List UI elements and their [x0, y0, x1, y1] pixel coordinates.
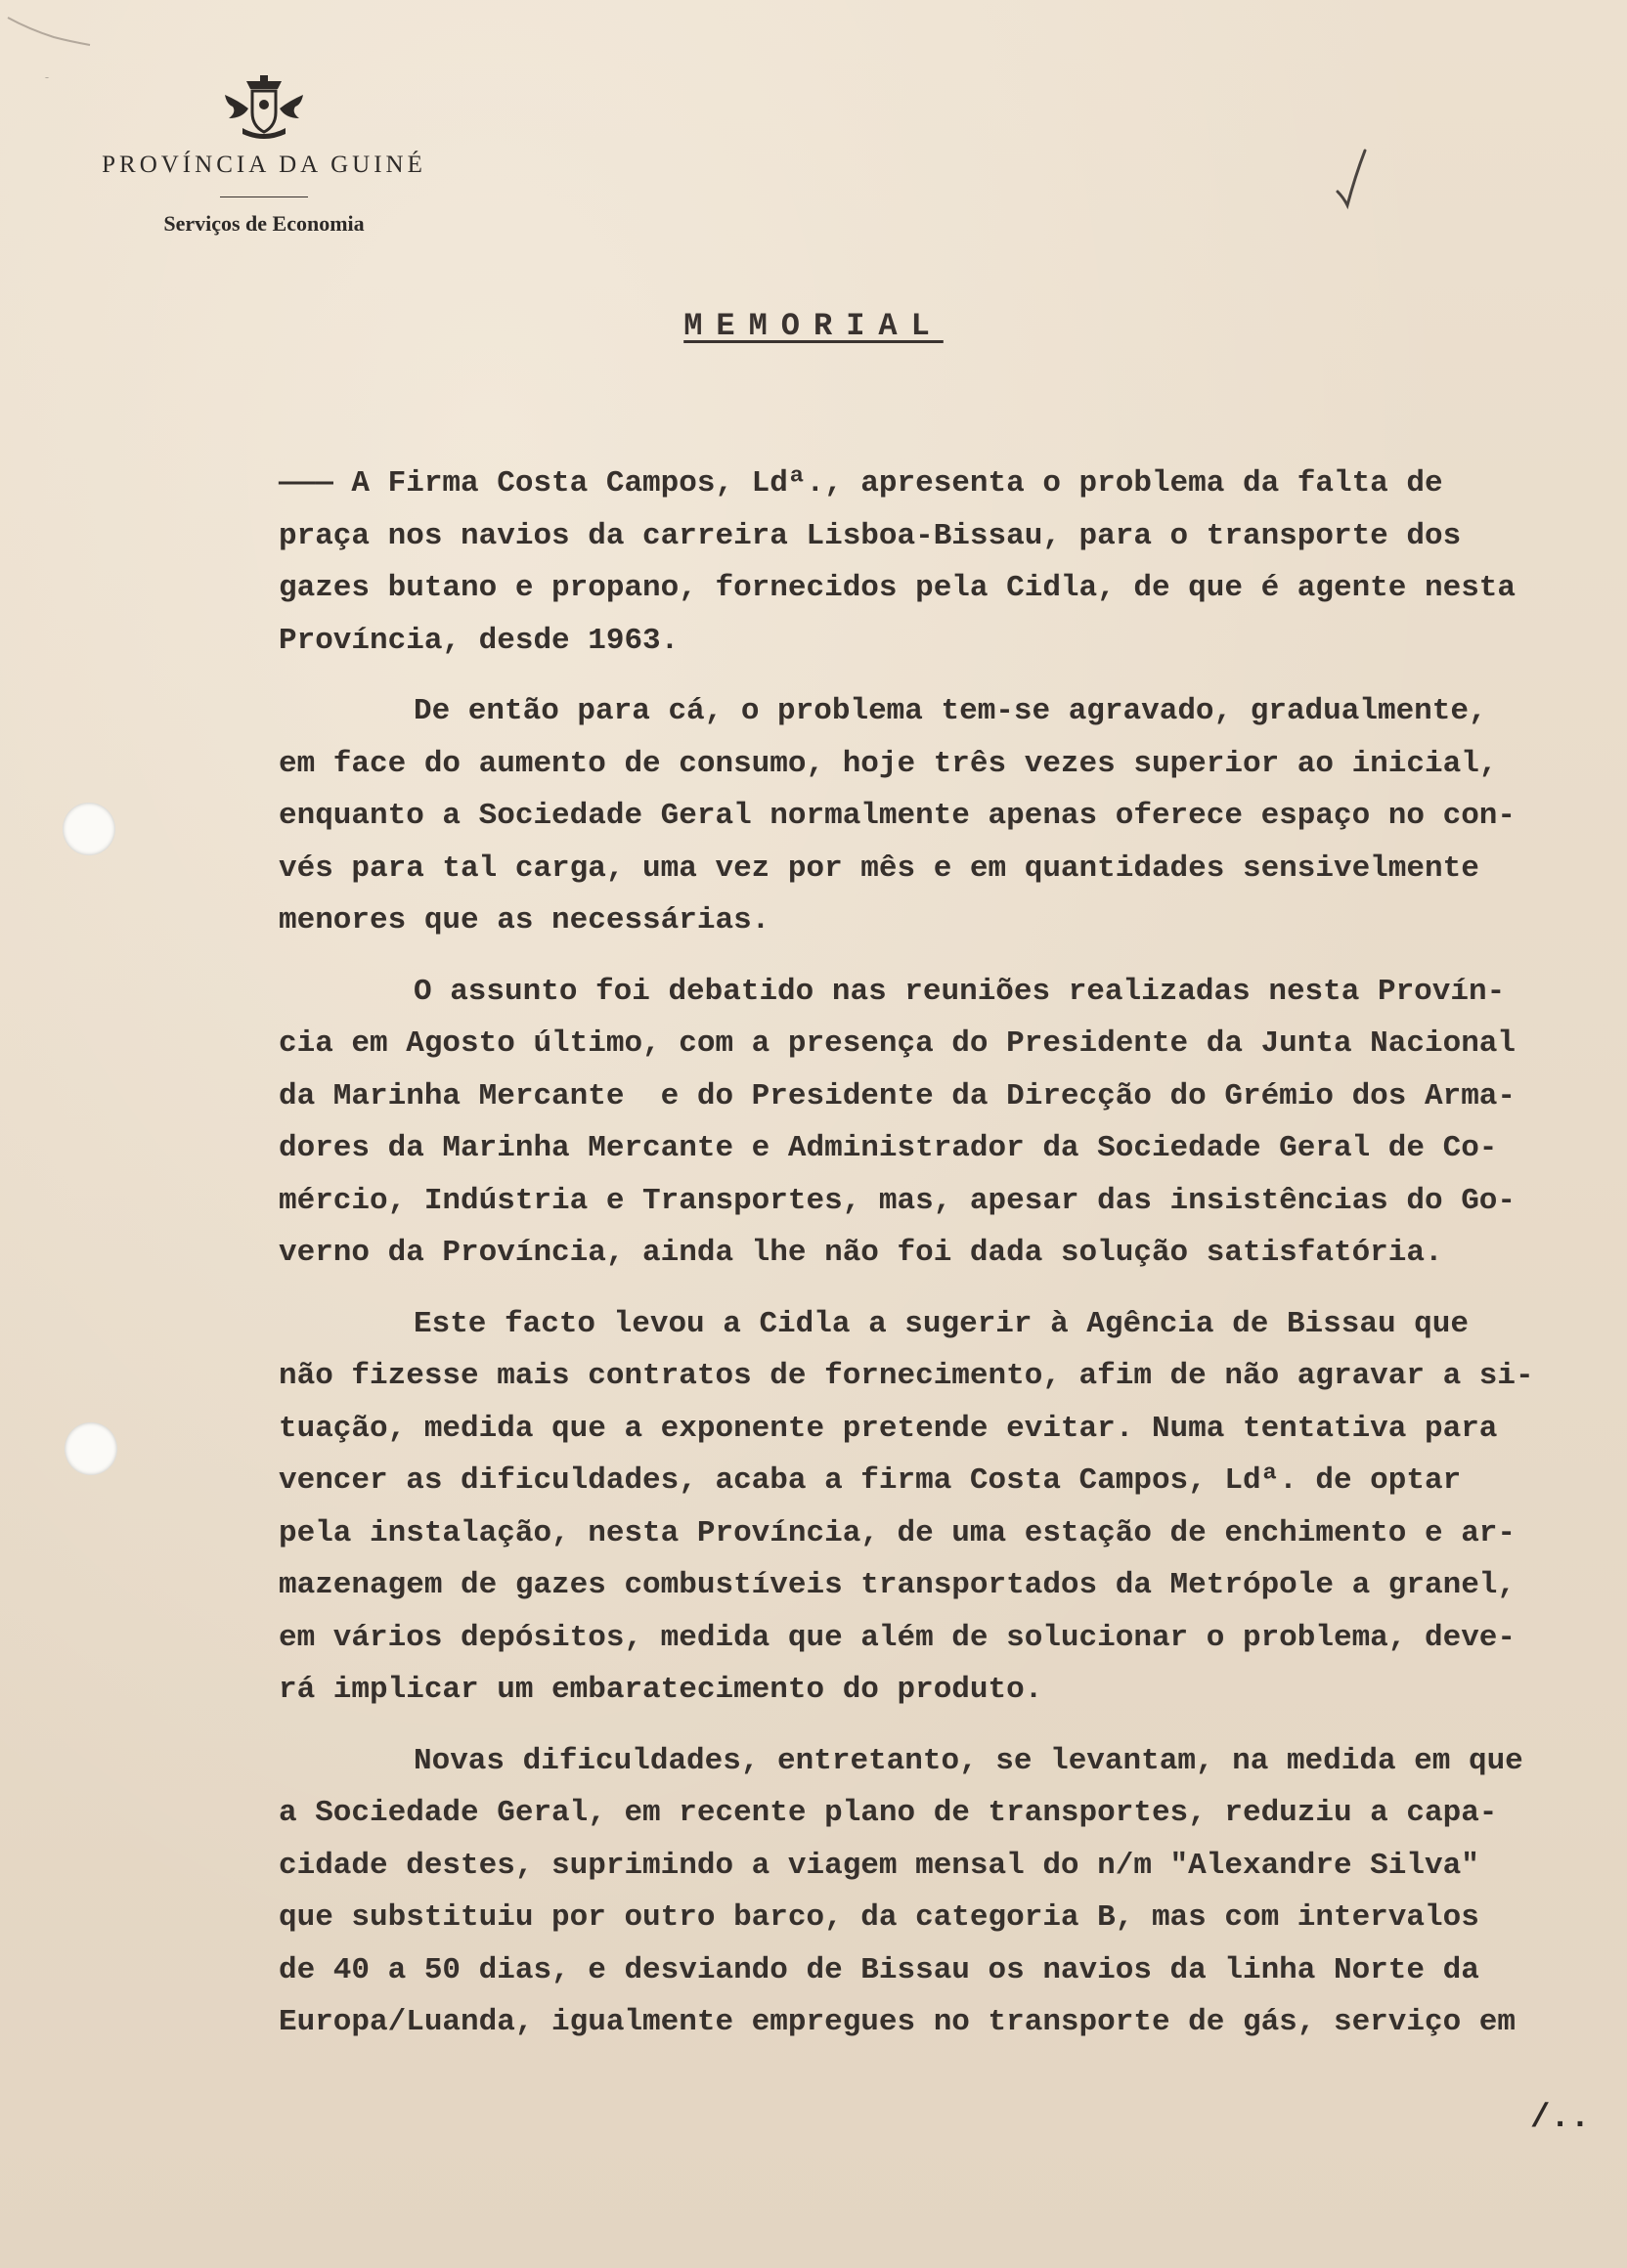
- paragraph-line: O assunto foi debatido nas reuniões realizadas nesta Provín-: [414, 974, 1506, 1009]
- paragraph-line: cidade destes, suprimindo a viagem mensal do n/m "Alexandre Silva": [279, 1848, 1479, 1883]
- letterhead: [59, 73, 469, 237]
- paragraph-line: enquanto a Sociedade Geral normalmente apenas oferece espaço no con-: [279, 799, 1517, 833]
- paragraph-line: Novas dificuldades, entretanto, se levantam, na medida em que: [414, 1743, 1523, 1778]
- punch-hole-top: [63, 803, 115, 855]
- paragraph-line: Europa/Luanda, igualmente empregues no transporte de gás, serviço em: [279, 2005, 1517, 2039]
- paragraph-4: [279, 1298, 1594, 1717]
- paragraph-line: em vários depósitos, medida que além de solucionar o problema, deve-: [279, 1620, 1517, 1655]
- paragraph-line: Este facto levou a Cidla a sugerir à Agência de Bissau que: [414, 1306, 1469, 1341]
- letterhead-divider: [220, 196, 308, 197]
- paragraph-line: da Marinha Mercante e do Presidente da Direcção do Grémio dos Arma-: [279, 1078, 1517, 1113]
- paragraph-line: de 40 a 50 dias, e desviando de Bissau os navios da linha Norte da: [279, 1952, 1479, 1987]
- province-name: PROVÍNCIA DA GUINÉ: [102, 152, 426, 178]
- corner-smudge: [0, 0, 137, 78]
- paragraph-line: De então para cá, o problema tem-se agravado, gradualmente,: [414, 694, 1487, 728]
- paragraph-line: verno da Província, ainda lhe não foi dada solução satisfatória.: [279, 1236, 1443, 1270]
- paragraph-line: rá implicar um embaratecimento do produto.: [279, 1673, 1043, 1707]
- paragraph-line: ——— A Firma Costa Campos, Ldª., apresenta o problema da falta de: [279, 466, 1443, 501]
- paragraph-line: vencer as dificuldades, acaba a firma Costa Campos, Ldª. de optar: [279, 1463, 1462, 1498]
- service-name: Serviços de Economia: [163, 211, 365, 236]
- paragraph-line: em face do aumento de consumo, hoje três vezes superior ao inicial,: [279, 746, 1498, 781]
- paragraph-line: gazes butano e propano, fornecidos pela Cidla, de que é agente nesta: [279, 571, 1517, 605]
- paragraph-3: [279, 966, 1594, 1280]
- paragraph-line: cia em Agosto último, com a presença do Presidente da Junta Nacional: [279, 1026, 1517, 1061]
- paragraph-line: pela instalação, nesta Província, de uma estação de enchimento e ar-: [279, 1515, 1517, 1550]
- paragraph-line: Província, desde 1963.: [279, 623, 680, 658]
- paragraph-line: não fizesse mais contratos de fornecimento, afim de não agravar a si-: [279, 1359, 1534, 1393]
- paragraph-line: a Sociedade Geral, em recente plano de transportes, reduziu a capa-: [279, 1796, 1498, 1830]
- coat-of-arms-icon: [217, 73, 311, 144]
- paragraph-line: dores da Marinha Mercante e Administrador da Sociedade Geral de Co-: [279, 1131, 1498, 1165]
- paragraph-2: [279, 685, 1594, 947]
- page-continuation-mark: /..: [1530, 2100, 1591, 2137]
- paragraph-5: [279, 1735, 1594, 2049]
- title-text: MEMORIAL: [683, 308, 944, 344]
- paragraph-line: vés para tal carga, uma vez por mês e em quantidades sensivelmente: [279, 850, 1479, 886]
- paragraph-line: mércio, Indústria e Transportes, mas, apesar das insistências do Go-: [279, 1183, 1517, 1218]
- punch-hole-bottom: [65, 1422, 117, 1475]
- paragraph-line: menores que as necessárias.: [279, 903, 770, 938]
- paragraph-line: que substituiu por outro barco, da categoria B, mas com intervalos: [279, 1900, 1479, 1935]
- memorial-body: [279, 458, 1594, 2068]
- paragraph-line: praça nos navios da carreira Lisboa-Bissau, para o transporte dos: [279, 518, 1462, 553]
- paragraph-line: mazenagem de gazes combustíveis transportados da Metrópole a granel,: [279, 1568, 1517, 1602]
- paragraph-line: tuação, medida que a exponente pretende evitar. Numa tentativa para: [279, 1411, 1498, 1446]
- document-title: [0, 308, 1627, 344]
- handwritten-checkmark-icon: [1332, 147, 1371, 211]
- paragraph-1: [279, 458, 1594, 667]
